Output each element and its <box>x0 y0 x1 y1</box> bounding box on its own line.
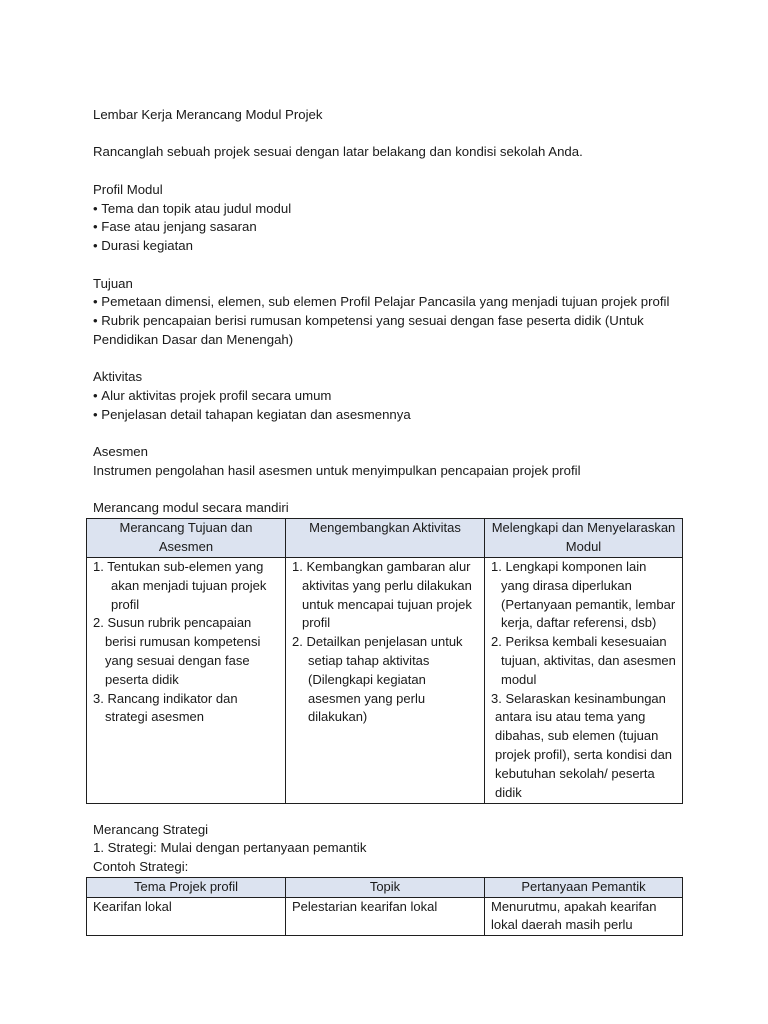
step-line: kebutuhan sekolah/ peserta <box>495 765 655 781</box>
step-line: modul <box>501 671 537 687</box>
step-item <box>491 690 678 803</box>
cell-line: Pelestarian kearifan lokal <box>292 899 438 914</box>
step-item <box>93 558 281 614</box>
step-line: peserta didik <box>105 671 179 687</box>
step-line: berisi rumusan kompetensi <box>105 634 261 650</box>
step-item <box>292 633 480 727</box>
strategi-heading: Merancang Strategi <box>93 822 209 837</box>
step-line: asesmen yang perlu <box>308 690 426 706</box>
profil-item: • Fase atau jenjang sasaran <box>93 218 257 237</box>
step-line: didik <box>495 784 522 800</box>
step-line: 1. Lengkapi komponen lain <box>491 559 647 574</box>
step-item <box>93 614 281 689</box>
step-line: profil <box>111 596 140 612</box>
asesmen-heading: Asesmen <box>93 444 148 459</box>
strategi-header-cell: Tema Projek profil <box>87 878 286 898</box>
aktivitas-item: • Penjelasan detail tahapan kegiatan dan asesmennya <box>93 406 411 425</box>
profil-heading: Profil Modul <box>93 182 163 197</box>
aktivitas-item: • Alur aktivitas projek profil secara umum <box>93 387 331 406</box>
step-line: tujuan, aktivitas, dan asesmen <box>501 652 676 668</box>
modul-table-body-row <box>87 558 683 804</box>
strategi-header-cell: Pertanyaan Pemantik <box>485 878 683 898</box>
modul-table-header-row <box>87 519 683 558</box>
step-line: 2. Susun rubrik pencapaian <box>93 615 252 631</box>
step-line: aktivitas yang perlu dilakukan <box>302 577 472 593</box>
step-line: untuk mencapai tujuan projek <box>302 596 472 612</box>
aktivitas-heading: Aktivitas <box>93 369 143 384</box>
tujuan-item: • Pemetaan dimensi, elemen, sub elemen Profil Pelajar Pancasila yang menjadi tujuan projek profil <box>93 293 669 312</box>
profil-item: • Tema dan topik atau judul modul <box>93 200 291 219</box>
step-list <box>93 558 281 727</box>
step-item <box>292 558 480 633</box>
contoh-heading: Contoh Strategi: <box>93 859 189 874</box>
tujuan-heading: Tujuan <box>93 276 133 291</box>
step-line: (Dilengkapi kegiatan <box>308 671 426 687</box>
step-item <box>93 690 281 728</box>
profil-item: • Durasi kegiatan <box>93 237 193 256</box>
document-title: Lembar Kerja Merancang Modul Projek <box>93 107 323 122</box>
step-line: projek profil), serta kondisi dan <box>495 746 673 762</box>
step-line: 2. Periksa kembali kesesuaian <box>491 634 667 650</box>
header-line: Melengkapi dan Menyelaraskan <box>491 520 676 535</box>
header-line: Merancang Tujuan dan <box>119 520 253 535</box>
modul-cell-tujuan <box>87 558 286 804</box>
modul-cell-melengkapi <box>485 558 683 804</box>
step-line: dilakukan) <box>308 709 368 725</box>
step-line: 3. Rancang indikator dan <box>93 690 238 706</box>
cell-line: Menurutmu, apakah kearifan <box>491 899 657 914</box>
step-line: yang sesuai dengan fase <box>105 652 250 668</box>
modul-header-cell <box>485 519 683 558</box>
step-list <box>292 558 480 727</box>
modul-header-cell <box>286 519 485 558</box>
tujuan-item: • Rubrik pencapaian berisi rumusan kompetensi yang sesuai dengan fase peserta didik (Untuk <box>93 312 644 331</box>
step-item <box>491 633 678 689</box>
asesmen-text: Instrumen pengolahan hasil asesmen untuk menyimpulkan pencapaian projek profil <box>93 463 581 478</box>
step-line: 3. Selaraskan kesinambungan <box>491 690 666 706</box>
step-line: akan menjadi tujuan projek <box>111 577 267 593</box>
cell-line: lokal daerah masih perlu <box>491 917 633 933</box>
header-line: Mengembangkan Aktivitas <box>309 520 461 535</box>
step-line: 1. Tentukan sub-elemen yang <box>93 559 264 574</box>
intro-text: Rancanglah sebuah projek sesuai dengan latar belakang dan kondisi sekolah Anda. <box>93 144 583 159</box>
step-item <box>491 558 678 633</box>
step-line: profil <box>302 615 331 631</box>
step-line: yang dirasa diperlukan <box>501 577 632 593</box>
mandiri-heading: Merancang modul secara mandiri <box>93 500 289 515</box>
strategi-cell-topik <box>286 898 485 936</box>
step-line: strategi asesmen <box>105 709 204 725</box>
strategi-table-header-row <box>87 878 683 898</box>
header-line: Asesmen <box>158 538 214 554</box>
strategi-table-row <box>87 898 683 936</box>
strategi-cell-tema <box>87 898 286 936</box>
step-line: (Pertanyaan pemantik, lembar <box>501 596 676 612</box>
header-line: Modul <box>565 538 602 554</box>
step-line: dibahas, sub elemen (tujuan <box>495 728 659 744</box>
strategi-header-cell: Topik <box>286 878 485 898</box>
tujuan-item-continuation: Pendidikan Dasar dan Menengah) <box>93 332 294 347</box>
step-line: setiap tahap aktivitas <box>308 652 430 668</box>
step-line: antara isu atau tema yang <box>495 709 646 725</box>
strategi-table <box>86 877 683 936</box>
strategi-line: 1. Strategi: Mulai dengan pertanyaan pemantik <box>93 840 367 855</box>
modul-cell-aktivitas <box>286 558 485 804</box>
step-line: kerja, daftar referensi, dsb) <box>501 615 657 631</box>
strategi-cell-pertanyaan <box>485 898 683 936</box>
modul-table <box>86 518 683 804</box>
modul-header-cell <box>87 519 286 558</box>
step-list <box>491 558 678 802</box>
step-line: 2. Detailkan penjelasan untuk <box>292 634 463 650</box>
cell-line: Kearifan lokal <box>93 899 172 914</box>
step-line: 1. Kembangkan gambaran alur <box>292 559 471 574</box>
